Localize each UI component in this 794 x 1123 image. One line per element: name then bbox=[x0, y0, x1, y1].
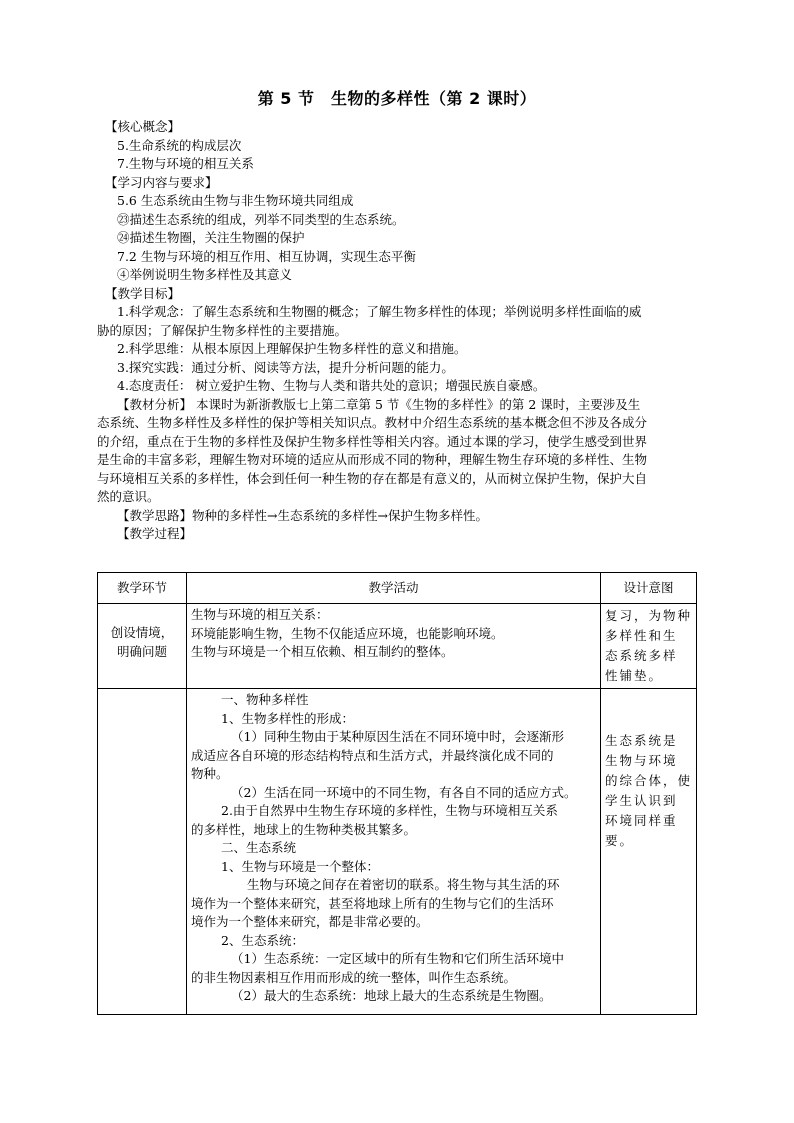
requirement-item: 5.6 生态系统由生物与非生物环境共同组成 bbox=[117, 193, 354, 208]
analysis-line: 然的意识。 bbox=[97, 489, 160, 504]
stage-line: 创设情境， bbox=[110, 625, 174, 640]
intent-line: 生态系统是 bbox=[604, 733, 678, 748]
activity-cell bbox=[187, 604, 601, 689]
intent-line: 的综合体，使 bbox=[604, 773, 692, 788]
stage-cell bbox=[98, 604, 187, 689]
intent-line: 学生认识到 bbox=[604, 793, 678, 808]
table-header-row bbox=[98, 573, 697, 604]
activity-line: 的多样性，地球上的生物种类极其繁多。 bbox=[191, 821, 417, 837]
activity-heading: 二、生态系统 bbox=[221, 840, 297, 855]
activity-line: （2）最大的生态系统：地球上最大的生态系统是生物圈。 bbox=[231, 988, 552, 1003]
activity-subheading: 1、生物与环境是一个整体： bbox=[221, 858, 379, 874]
requirement-item: ㉓描述生态系统的组成，列举不同类型的生态系统。 bbox=[117, 211, 405, 227]
core-concept-item: 7.生物与环境的相互关系 bbox=[117, 156, 254, 171]
intent-line: 性铺垫。 bbox=[604, 668, 663, 683]
core-concept-heading: 【核心概念】 bbox=[105, 119, 181, 134]
teaching-approach: 【教学思路】物种的多样性→生态系统的多样性→保护生物多样性。 bbox=[117, 507, 488, 523]
page-title: 第 5 节 生物的多样性（第 2 课时） bbox=[257, 89, 537, 108]
objectives-heading: 【教学目标】 bbox=[105, 285, 181, 301]
stage-cell bbox=[98, 689, 187, 1015]
activity-line: 环境能影响生物，生物不仅能适应环境，也能影响环境。 bbox=[191, 625, 504, 641]
analysis-line: 态系统、生物多样性及多样性的保护等相关知识点。教材中介绍生态系统的基本概念但不涉及各成分 bbox=[97, 415, 648, 430]
intent-cell bbox=[600, 689, 696, 1015]
activity-line: 的非生物因素相互作用而形成的统一整体，叫作生态系统。 bbox=[191, 969, 517, 985]
intent-line: 要。 bbox=[604, 833, 634, 848]
activity-line: 成适应各自环境的形态结构特点和生活方式，并最终演化成不同的 bbox=[191, 747, 554, 763]
analysis-line: 与环境相互关系的多样性，体会到任何一种生物的存在都是有意义的，从而树立保护生物，保护大自 bbox=[97, 470, 648, 486]
intent-line: 态系统多样 bbox=[604, 648, 678, 663]
activity-line: （2）生活在同一环境中的不同生物，有各自不同的适应方式。 bbox=[231, 784, 577, 800]
analysis-line: 是生命的丰富多彩，理解生物对环境的适应从而形成不同的物种，理解生物生存环境的多样性、生物 bbox=[97, 452, 648, 467]
objective-item-4: 4.态度责任： 树立爱护生物、生物与人类和谐共处的意识；增强民族自豪感。 bbox=[117, 378, 546, 393]
header-activity: 教学活动 bbox=[187, 573, 601, 604]
intent-line: 多样性和生 bbox=[604, 628, 678, 643]
stage-line: 明确问题 bbox=[116, 643, 167, 659]
document-body bbox=[97, 118, 697, 544]
process-heading: 【教学过程】 bbox=[117, 526, 193, 541]
activity-line: （1）同种生物由于某种原因生活在不同环境中时，会逐渐形 bbox=[231, 729, 564, 744]
activity-subheading: 1、生物多样性的形成： bbox=[221, 710, 354, 726]
requirement-item: ㉔描述生物圈，关注生物圈的保护 bbox=[117, 230, 305, 245]
intent-line: 复习，为物种 bbox=[604, 608, 692, 623]
intent-cell bbox=[600, 604, 696, 689]
analysis-line: 的介绍，重点在于生物的多样性及保护生物多样性等相关内容。通过本课的学习，使学生感受到世界 bbox=[97, 433, 648, 449]
table-row bbox=[98, 689, 697, 1015]
header-stage: 教学环节 bbox=[98, 573, 187, 604]
activity-line: 2.由于自然界中生物生存环境的多样性，生物与环境相互关系 bbox=[221, 803, 558, 818]
activity-heading: 一、物种多样性 bbox=[221, 692, 309, 707]
activity-line: （1）生态系统：一定区域中的所有生物和它们所生活环境中 bbox=[231, 951, 564, 966]
requirement-item: ④举例说明生物多样性及其意义 bbox=[117, 267, 293, 282]
activity-line: 生物与环境是一个相互依赖、相互制约的整体。 bbox=[191, 644, 454, 659]
requirements-heading: 【学习内容与要求】 bbox=[105, 174, 218, 190]
table-row bbox=[98, 604, 697, 689]
objective-item-2: 2.科学思维：从根本原因上理解保护生物多样性的意义和措施。 bbox=[117, 341, 467, 356]
objective-item-1-line: 胁的原因；了解保护生物多样性的主要措施。 bbox=[97, 322, 348, 338]
objective-item-1-line: 1.科学观念：了解生态系统和生物圈的概念；了解生物多样性的体现；举例说明多样性面临的威 bbox=[117, 304, 642, 319]
activity-line: 生物与环境的相互关系： bbox=[191, 607, 329, 622]
activity-line: 境作为一个整体来研究，甚至将地球上所有的生物与它们的生活环 bbox=[191, 895, 554, 911]
activity-line: 生物与环境之间存在着密切的联系。将生物与其生活的环 bbox=[247, 877, 560, 892]
header-intent: 设计意图 bbox=[600, 573, 696, 604]
activity-cell bbox=[187, 689, 601, 1015]
teaching-process-table bbox=[97, 572, 697, 1015]
requirement-item: 7.2 生物与环境的相互作用、相互协调，实现生态平衡 bbox=[117, 248, 416, 264]
activity-line: 境作为一个整体来研究，都是非常必要的。 bbox=[191, 914, 429, 929]
activity-line: 物种。 bbox=[191, 766, 229, 781]
objective-item-3: 3.探究实践：通过分析、阅读等方法，提升分析问题的能力。 bbox=[117, 359, 454, 375]
analysis-line: 【教材分析】 本课时为新浙教版七上第二章第 5 节《生物的多样性》的第 2 课时，主要涉及生 bbox=[117, 396, 641, 412]
intent-line: 环境同样重 bbox=[604, 813, 678, 828]
activity-subheading: 2、生态系统： bbox=[221, 932, 304, 948]
core-concept-item: 5.生命系统的构成层次 bbox=[117, 137, 242, 153]
intent-line: 生物与环境 bbox=[604, 753, 678, 768]
